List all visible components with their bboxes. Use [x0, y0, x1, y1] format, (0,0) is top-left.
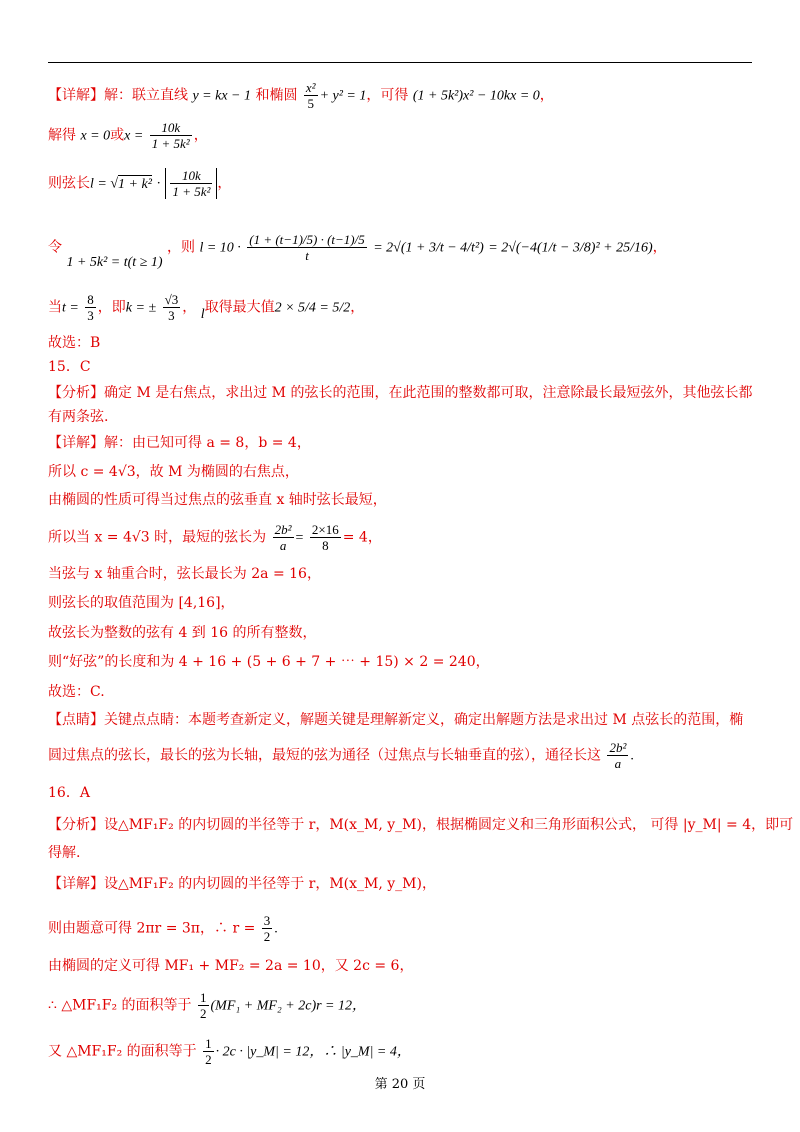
fraction: $\frac{\text{2b²}}{a}$ [274, 522, 292, 553]
p14-line-4 [48, 232, 760, 270]
page-number: 第 20 页 [374, 1077, 426, 1092]
fraction: $\frac{3}{2}$ [263, 913, 271, 944]
p15-detail-5: 当弦与 x 轴重合时，弦长最长为 2a = 16， [48, 566, 321, 582]
p15-analysis-cont: 有两条弦. [48, 409, 109, 425]
p15-comment-cont [48, 740, 760, 771]
text: ，可得 [366, 87, 409, 104]
text: . [274, 921, 278, 937]
equation: l [200, 306, 205, 322]
equals: = [295, 530, 304, 546]
equation: x = 0 [80, 128, 111, 144]
detail-tag: 【详解】 [48, 87, 104, 104]
comment-tag: 【点睛】 [48, 712, 104, 728]
p15-heading: 15．C [48, 359, 91, 375]
equation: 2 × 5/4 = 5/2 [274, 300, 351, 316]
fraction: $\frac{(1 + (t-1)/5) \cdot (t-1)/5}{t}$ [249, 232, 365, 263]
text: 关键点点睛：本题考查新定义，解题关键是理解新定义，确定出解题方法是求出过 M 点弦长的范围，椭 [104, 712, 744, 728]
text: 设△MF₁F₂ 的内切圆的半径等于 r，M(x_M, y_M)， [104, 876, 436, 892]
text: 则由题意可得 2πr = 3π，∴ r = [48, 920, 256, 937]
text: ， [350, 299, 365, 316]
p14-line-5 [48, 292, 760, 323]
dot: · [156, 176, 162, 192]
equation: · 2c · |y_M| = 12，∴ |y_M| = 4， [215, 1044, 411, 1060]
p14-line-1 [48, 80, 760, 111]
text: 所以当 x = 4√3 时，最短的弦长为 [48, 529, 267, 546]
text: ， [217, 175, 232, 192]
text: ∴ △MF₁F₂ 的面积等于 [48, 997, 192, 1014]
p16-detail-2 [48, 913, 760, 944]
text: 确定 M 是右焦点，求出过 M 的弦长的范围，在此范围的整数都可取，注意除最长最短弦外，其他弦长都 [104, 385, 753, 401]
p15-detail-9: 故选：C. [48, 684, 105, 700]
p15-detail-2: 所以 c = 4√3，故 M 为椭圆的右焦点， [48, 464, 299, 480]
p15-analysis [48, 382, 760, 404]
p14-answer: 故选：B [48, 335, 101, 351]
p16-detail-1 [48, 873, 760, 895]
text: 解：联立直线 [104, 87, 188, 104]
p16-analysis-cont: 得解. [48, 845, 81, 861]
equation: x = [124, 128, 144, 144]
p15-detail-6: 则弦长的取值范围为 [4,16]， [48, 595, 235, 611]
equation: k = ± [125, 300, 157, 316]
p14-line-2 [48, 120, 760, 151]
p16-detail-5 [48, 1036, 760, 1067]
p16-heading: 16．A [48, 785, 90, 801]
equation: l = 10 · [199, 240, 241, 256]
text: ， [539, 87, 554, 104]
text: ，则 [167, 239, 195, 256]
detail-tag: 【详解】 [48, 876, 104, 892]
p15-detail-8: 则“好弦”的长度和为 4 + 16 + (5 + 6 + 7 + ⋯ + 15) × 2 = 240， [48, 654, 490, 670]
absolute-value: $\frac{10k}{\text{1 + 5k²}}$ [165, 168, 217, 199]
fraction: $\frac{2\times 16}{8}$ [311, 522, 339, 553]
p16-analysis [48, 814, 794, 836]
equation: t = [62, 300, 79, 316]
fraction: $\frac{1}{2}$ [205, 1036, 212, 1067]
text: ， [193, 127, 208, 144]
text: 取得最大值 [204, 299, 275, 316]
text: 或 [110, 127, 125, 144]
p15-detail-3: 由椭圆的性质可得当过焦点的弦垂直 x 轴时弦长最短， [48, 492, 387, 508]
fraction: $\frac{\text{x²}}{5}$ [305, 80, 316, 111]
text: ，即 [97, 299, 126, 316]
p16-detail-3: 由椭圆的定义可得 MF₁ + MF₂ = 2a = 10，又 2c = 6， [48, 958, 414, 974]
p15-detail-7: 故弦长为整数的弦有 4 到 16 的所有整数， [48, 625, 317, 641]
text: . [630, 748, 634, 764]
text: = 4， [342, 529, 382, 546]
header-rule [48, 62, 752, 63]
text: 解得 [48, 127, 76, 144]
fraction: $\frac{8}{3}$ [87, 292, 94, 323]
p16-detail-4 [48, 990, 760, 1021]
text: 设△MF₁F₂ 的内切圆的半径等于 r，M(x_M, y_M)，根据椭圆定义和三角形面积公式， 可得 |y_M| = 4，即可 [104, 817, 794, 833]
p15-detail-4 [48, 522, 760, 553]
equation: l = [90, 176, 111, 192]
p15-detail-1 [48, 432, 760, 454]
fraction: $\frac{10k}{\text{1 + 5k²}}$ [151, 120, 190, 151]
analysis-tag: 【分析】 [48, 385, 104, 401]
equation-ellipse: + y² = 1 [319, 88, 367, 104]
fraction: $\frac{\text{2b²}}{a}$ [609, 740, 627, 771]
p14-line-3: 则弦长l = √1 + k² · $\frac{10k}{\text{1 + 5k²}}$ ， [48, 168, 232, 199]
fraction: $\frac{√3}{3}$ [164, 292, 179, 323]
text: ， [182, 299, 197, 316]
equation: = 2√(−4(1/t − 3/8)² + 25/16) [488, 240, 653, 256]
text: 当 [48, 299, 62, 316]
analysis-tag: 【分析】 [48, 817, 104, 833]
text: 令 [48, 239, 62, 256]
equation-line: y = kx − 1 [192, 88, 251, 104]
equation-result: (1 + 5k²)x² − 10kx = 0 [412, 88, 540, 104]
text: 圆过焦点的弦长，最长的弦为长轴，最短的弦为通径（过焦点与长轴垂直的弦），通径长这 [48, 747, 601, 764]
text: 和椭圆 [255, 87, 298, 104]
text: ， [652, 239, 667, 256]
text: 解：由已知可得 a = 8，b = 4， [104, 435, 311, 451]
detail-tag: 【详解】 [48, 435, 104, 451]
text: 又 △MF₁F₂ 的面积等于 [48, 1043, 197, 1060]
equation-substitution: 1 + 5k² = t(t ≥ 1) [66, 254, 163, 270]
fraction: $\frac{1}{2}$ [200, 990, 207, 1021]
equation: (MF₁ + MF₂ + 2c)r = 12， [210, 998, 367, 1014]
text: 则弦长 [48, 175, 90, 192]
sqrt-expression: 1 + k² [118, 176, 152, 192]
p15-comment [48, 709, 760, 731]
equation: = 2√(1 + 3/t − 4/t²) [373, 240, 484, 256]
